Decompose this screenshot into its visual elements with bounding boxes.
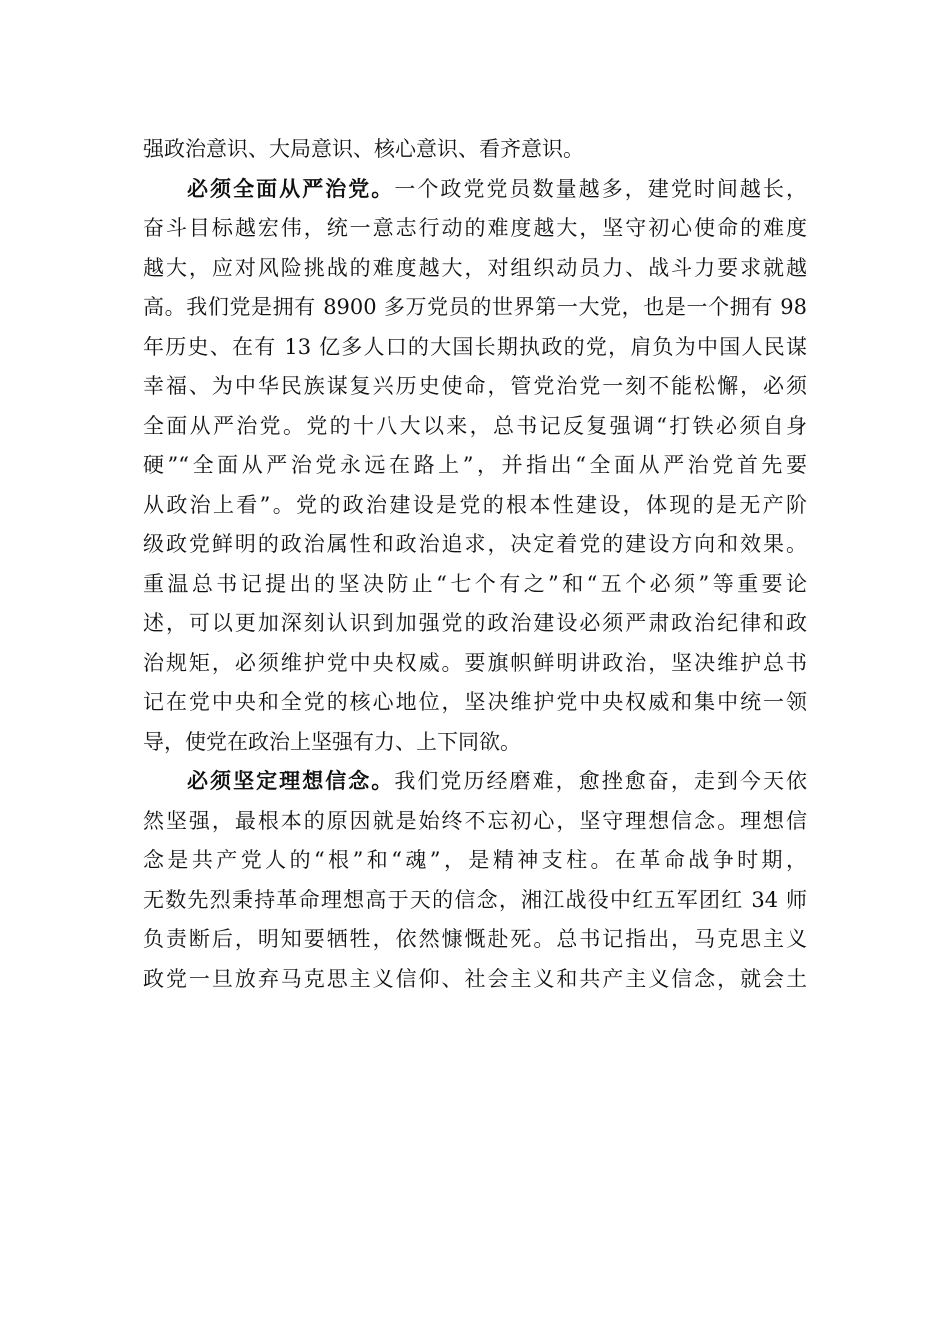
line-text: 念是共产党人的“根”和“魂”，是精神支柱。在革命战争时期， (143, 848, 807, 872)
line-text: 政党一旦放弃马克思主义信仰、社会主义和共产主义信念，就会土 (143, 966, 807, 991)
text-line (143, 841, 807, 881)
text-line (143, 249, 807, 289)
text-line (143, 604, 807, 644)
line-text: 级政党鲜明的政治属性和政治追求，决定着党的建设方向和效果。 (143, 532, 807, 556)
text-line (143, 446, 807, 486)
text-line (143, 170, 807, 210)
line-text: 越大，应对风险挑战的难度越大，对组织动员力、战斗力要求就越 (143, 255, 807, 280)
text-line (143, 367, 807, 407)
line-text: 负责断后，明知要牺牲，依然慷慨赴死。总书记指出，马克思主义 (143, 927, 807, 951)
text-line (143, 881, 807, 921)
line-text: 然坚强，最根本的原因就是始终不忘初心，坚守理想信念。理想信 (143, 808, 807, 833)
line-text: 无数先烈秉持革命理想高于天的信念，湘江战役中红五军团红 34 师 (143, 887, 807, 912)
line-text: 重温总书记提出的坚决防止“七个有之”和“五个必须”等重要论 (143, 571, 807, 596)
document-page (143, 130, 807, 999)
line-text: 奋斗目标越宏伟，统一意志行动的难度越大，坚守初心使命的难度 (143, 216, 807, 240)
paragraph-heading: 必须全面从严治党。 (187, 176, 395, 201)
text-line (143, 130, 807, 170)
text-line (143, 683, 807, 723)
text-line (143, 960, 807, 1000)
line-text: 年历史、在有 13 亿多人口的大国长期执政的党，肩负为中国人民谋 (143, 334, 807, 359)
line-text: 高。我们党是拥有 8900 多万党员的世界第一大党，也是一个拥有 98 (143, 295, 807, 319)
text-line (143, 762, 807, 802)
line-text: 记在党中央和全党的核心地位，坚决维护党中央权威和集中统一领 (143, 690, 807, 714)
text-line (143, 802, 807, 842)
line-text: 治规矩，必须维护党中央权威。要旗帜鲜明讲政治，坚决维护总书 (143, 650, 807, 675)
line-text: 一个政党党员数量越多，建党时间越长， (394, 176, 807, 201)
paragraph-heading: 必须坚定理想信念。 (187, 769, 395, 793)
text-line (143, 328, 807, 368)
line-text: 述，可以更加深刻认识到加强党的政治建设必须严肃政治纪律和政 (143, 611, 807, 635)
text-line (143, 525, 807, 565)
line-text: 强政治意识、大局意识、核心意识、看齐意识。 (143, 137, 584, 161)
line-text: 我们党历经磨难，愈挫愈奋，走到今天依 (394, 769, 807, 793)
line-text: 幸福、为中华民族谋复兴历史使命，管党治党一刻不能松懈，必须 (143, 374, 807, 398)
line-text: 导，使党在政治上坚强有力、上下同欲。 (143, 729, 521, 754)
text-line (143, 486, 807, 526)
text-line (143, 644, 807, 684)
text-line (143, 920, 807, 960)
text-line (143, 407, 807, 447)
text-line (143, 565, 807, 605)
line-text: 从政治上看”。党的政治建设是党的根本性建设，体现的是无产阶 (143, 492, 807, 517)
text-line (143, 723, 807, 763)
text-line (143, 209, 807, 249)
text-line (143, 288, 807, 328)
line-text: 全面从严治党。党的十八大以来，总书记反复强调“打铁必须自身 (143, 413, 807, 438)
line-text: 硬”“全面从严治党永远在路上”，并指出“全面从严治党首先要 (143, 453, 807, 477)
